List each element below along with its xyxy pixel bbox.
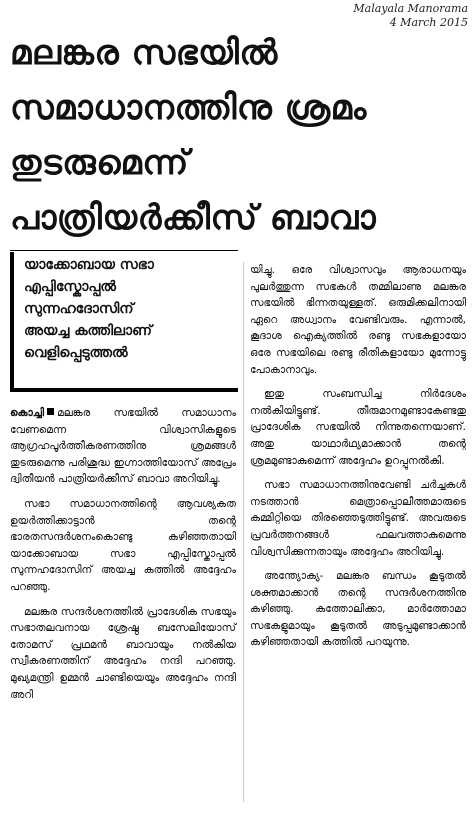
bullet-icon	[47, 408, 54, 415]
article-paragraph	[10, 405, 236, 488]
headline-line: മലങ്കര സഭയിൽ	[10, 33, 278, 73]
article-column-right	[250, 262, 466, 659]
headline-line: പാത്രിയർക്കീസ് ബാവാ	[10, 198, 377, 238]
subheadline-line: യാക്കോബായ സഭാ	[24, 257, 154, 273]
column-divider	[243, 262, 244, 802]
publication-name: Malayala Manorama	[353, 2, 468, 15]
article-paragraph: സഭാ സമാധാനത്തിന്റെ ആവശ്യകത ഉയർത്തിക്കാട്ടാൻ തന്റെ ഭാരതസന്ദർശനംകൊണ്ടു കഴിഞ്ഞതായി യാക്കോബായ സഭാ എപ്പിസ്കോപ്പൽ സുന്നഹദോസിന് അയച്ച കത്തിൽ അദ്ദേഹം പറഞ്ഞു.	[10, 497, 236, 593]
article-paragraph: മലങ്കര സന്ദർശനത്തിൽ പ്രാദേശിക സഭയും സഭാതലവനായ ശ്രേഷ്ഠ ബസേലിയോസ് തോമസ് പ്രഥമൻ ബാവായും നൽകിയ സ്വീകരണത്തിന് അദ്ദേഹം നന്ദി പറഞ്ഞു. മുഖ്യമന്ത്രി ഉമ്മൻ ചാണ്ടിയെയും അദ്ദേഹം നന്ദി അറി	[10, 605, 236, 701]
headline-line: തുടരുമെന്ന്	[10, 143, 189, 183]
subheadline-line: അയച്ച കത്തിലാണ്	[24, 323, 152, 339]
headline-line: സമാധാനത്തിനു ശ്രമം	[10, 88, 367, 128]
article-paragraph: അന്ത്യോക്യ- മലങ്കര ബന്ധം കൂടുതൽ ശക്തമാക്കാൻ തന്റെ സന്ദർശനത്തിനു കഴിഞ്ഞു. കത്തോലിക്കാ, മാർത്തോമാ സഭകളുമായും കൂടുതൽ അടുപ്പമുണ്ടാക്കാൻ കഴിഞ്ഞതായി കത്തിൽ പറയുന്നു.	[250, 570, 466, 649]
subheadline-line: എപ്പിസ്കോപ്പൽ	[24, 279, 116, 295]
paragraph-text: മലങ്കര സഭയിൽ സമാധാനം വേണമെന്ന വിശ്വാസികളുടെ ആഗ്രഹപൂർത്തീകരണത്തിനു ശ്രമങ്ങൾ തുടരുമെന്നു പരിശുദ്ധ ഇഗ്നാത്തിയോസ് അപ്രേം ദ്വിതീയൻ പാത്രിയർക്കീസ് ബാവാ അറിയിച്ചു.	[10, 407, 236, 486]
subheadline-line: സുന്നഹദോസിന്	[24, 301, 134, 317]
dateline: കൊച്ചി	[10, 407, 45, 419]
subheadline-box	[10, 252, 238, 392]
subheadline-line: വെളിപ്പെടുത്തൽ	[24, 345, 128, 361]
article-paragraph: സഭാ സമാധാനത്തിനുവേണ്ടി ചർച്ചകൾ നടത്താൻ മെത്രാപ്പൊലീത്തമാരുടെ കമ്മിറ്റിയെ തിരഞ്ഞെടുത്തിട്ടുണ്ട്. അവരുടെ പ്രവർത്തനങ്ങൾ ഫലവത്താകുമെന്നു വിശ്വസിക്കുന്നതായും അദ്ദേഹം അറിയിച്ചു.	[250, 479, 466, 558]
article-paragraph: ഇതു സംബന്ധിച്ച നിർദേശം നൽകിയിട്ടുണ്ട്. തീരുമാനമുണ്ടാകേണ്ടതു പ്രാദേശിക സഭയിൽ നിന്നുതന്നെയാണ്. അതു യാഥാർഥ്യമാക്കാൻ തന്റെ ശ്രമമുണ്ടാകുമെന്ന് അദ്ദേഹം ഉറപ്പുനൽകി.	[250, 388, 466, 467]
article-column-left	[10, 405, 236, 711]
publication-date: 4 March 2015	[389, 16, 468, 29]
headline	[10, 26, 466, 246]
divider	[10, 250, 238, 251]
article-paragraph: യിച്ചു. ഒരേ വിശ്വാസവും ആരാധനയും പുലർത്തുന്ന സഭകൾ തമ്മിലാണു മലങ്കര സഭയിൽ ഭിന്നതയുള്ളത്. ഒരുമിക്കലിനായി ഏറെ അധ്വാനം വേണ്ടിവരും. എന്നാൽ, കൂദാശ ഐക്യത്തിൽ രണ്ടു സഭകളായോ ഒരേ സഭയിലെ രണ്ടു രീതികളായോ മുന്നോട്ടു പോകാനാവും.	[250, 264, 466, 376]
